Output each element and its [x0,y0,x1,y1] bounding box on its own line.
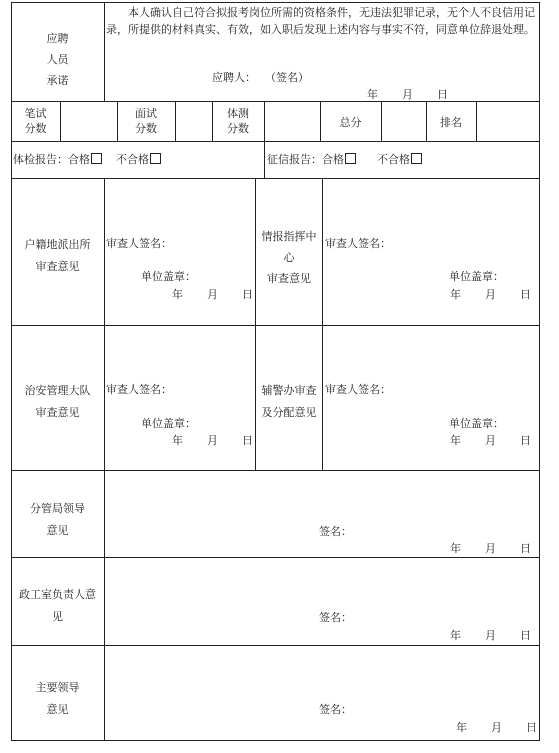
col-divider [255,178,256,471]
reviewer-sign: 审查人签名： [325,237,391,250]
unit-seal: 单位盖章： [449,270,504,283]
date-year: 年 [450,542,461,555]
col-divider [476,101,477,142]
date-day: 日 [437,88,448,101]
row-divider [11,557,540,558]
col-divider [264,101,265,142]
date-year: 年 [172,434,183,447]
sign-label: 签名： [319,611,352,624]
interview-score-label: 面试 分数 [135,107,157,135]
political-office-label: 政工室负责人意 见 [19,588,96,623]
total-score-label: 总分 [339,116,362,129]
date-month: 月 [491,721,502,734]
credit-report: 征信报告：合格 不合格 [267,153,422,167]
date-year: 年 [450,434,461,447]
public-security-label: 治安管理大队 审查意见 [24,384,91,419]
col-divider [104,178,105,741]
row-divider [11,141,540,142]
physical-score-label: 体测 分数 [227,107,249,135]
row-divider [11,178,540,179]
col-divider [322,178,323,471]
credit-fail-checkbox[interactable] [411,153,422,164]
table-border-right [539,2,540,741]
intel-center-label: 情报指挥中 心 审查意见 [261,230,317,285]
date-month: 月 [402,88,413,101]
unit-seal: 单位盖章： [141,270,196,283]
col-divider [381,101,382,142]
date-month: 月 [485,434,496,447]
reviewer-sign: 审查人签名： [106,237,172,250]
reviewer-sign: 审查人签名： [325,383,391,396]
col-divider [104,2,105,102]
date-year: 年 [456,721,467,734]
branch-leader-label: 分管局领导 意见 [30,502,85,537]
table-border-top [11,2,540,3]
credit-pass-checkbox[interactable] [345,153,356,164]
row-divider [11,645,540,646]
col-divider [60,101,61,142]
date-day: 日 [520,542,531,555]
date-day: 日 [242,434,253,447]
signature-placeholder: （签名） [265,71,309,84]
sign-label: 签名： [319,703,352,716]
date-year: 年 [172,288,183,301]
medical-pass-checkbox[interactable] [91,153,102,164]
unit-seal: 单位盖章： [141,417,196,430]
row-divider [11,325,540,326]
date-month: 月 [485,629,496,642]
row-divider [11,101,540,102]
col-divider [264,141,265,179]
applicant-label: 应聘人： [212,71,256,84]
commitment-text: 本人确认自己符合拟报考岗位所需的资格条件，无违法犯罪记录，无个人不良信用记录，所提供的材料真实、有效，如入职后发现上述内容与事实不符，同意单位辞退处理。 [106,6,535,36]
date-year: 年 [367,88,378,101]
unit-seal: 单位盖章： [449,417,504,430]
auxiliary-office-label: 辅警办审查 及分配意见 [261,384,317,419]
date-month: 月 [207,288,218,301]
date-day: 日 [520,629,531,642]
date-day: 日 [242,288,253,301]
date-year: 年 [450,629,461,642]
reviewer-sign: 审查人签名： [106,383,172,396]
date-day: 日 [526,721,537,734]
col-divider [175,101,176,142]
police-station-label: 户籍地派出所 审查意见 [24,238,91,273]
date-month: 月 [485,542,496,555]
date-year: 年 [450,288,461,301]
date-month: 月 [485,288,496,301]
medical-fail-checkbox[interactable] [150,153,161,164]
medical-report: 体检报告：合格 不合格 [13,153,161,167]
date-day: 日 [520,288,531,301]
written-score-label: 笔试 分数 [24,107,47,135]
main-leader-label: 主要领导 意见 [35,681,80,716]
row-divider [11,470,540,471]
date-month: 月 [207,434,218,447]
table-border-bottom [11,740,540,741]
commitment-label: 应聘 人员 承诺 [46,32,69,87]
date-day: 日 [520,434,531,447]
rank-label: 排名 [440,116,462,129]
sign-label: 签名： [319,525,352,538]
